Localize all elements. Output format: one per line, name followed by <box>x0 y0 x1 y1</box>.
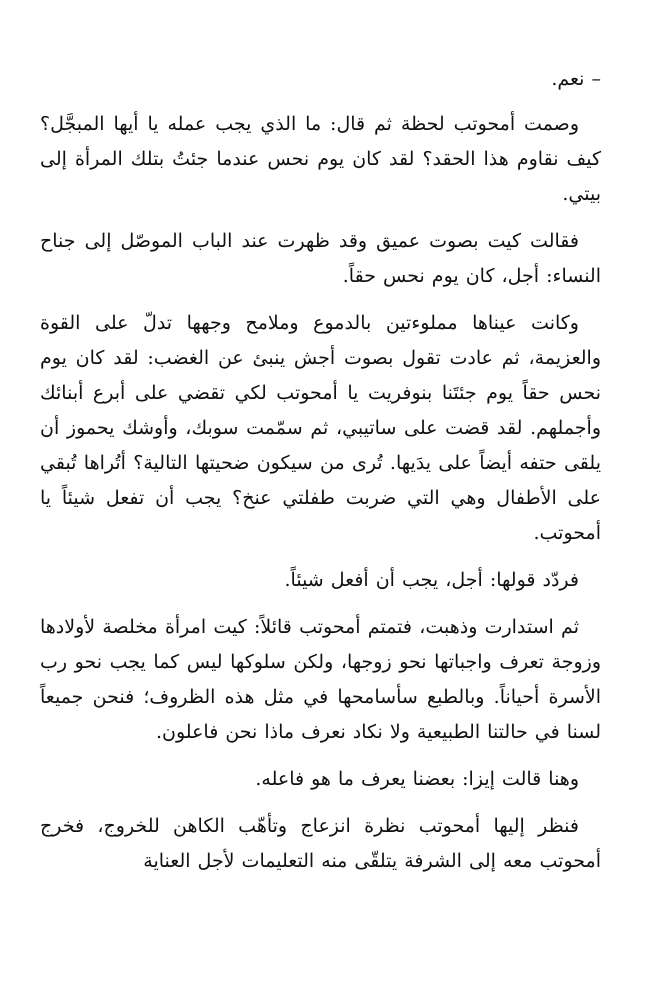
paragraph: وصمت أمحوتب لحظة ثم قال: ما الذي يجب عمله يا أيها المبجَّل؟ كيف نقاوم هذا الحقد؟ لقد كان يوم نحس عندما جئتُ بتلك المرأة إلى بيتي. <box>40 113 601 205</box>
paragraph: وكانت عيناها مملوءتين بالدموع وملامح وجهها تدلّ على القوة والعزيمة، ثم عادت تقول بصوت أجش ينبئ عن الغضب: لقد كان يوم نحس حقاً يوم جئتَنا بنوفريت يا أمحوتب لكي تقضي على أبرع أبنائك وأجملهم. لقد قضت على ساتيبي، ثم سمّمت سوبك، وأوشك يحموز أن يلقى حتفه أيضاً على يدَيها. تُرى من سيكون ضحيتها التالية؟ أتُراها تُبقي على الأطفال وهي التي ضربت طفلتي عنخ؟ يجب أن تفعل شيئاً يا أمحوتب. <box>40 312 601 544</box>
paragraph: فنظر إليها أمحوتب نظرة انزعاج وتأهّب الكاهن للخروج، فخرج أمحوتب معه إلى الشرفة يتلقّى منه التعليمات لأجل العناية <box>40 815 601 872</box>
paragraph: فردّد قولها: أجل، يجب أن أفعل شيئاً. <box>284 569 579 591</box>
paragraph: فقالت كيت بصوت عميق وقد ظهرت عند الباب الموصّل إلى جناح النساء: أجل، كان يوم نحس حقاً. <box>40 230 601 287</box>
dialogue-line: – نعم. <box>551 68 601 90</box>
paragraph: ثم استدارت وذهبت، فتمتم أمحوتب قائلاً: كيت امرأة مخلصة لأولادها وزوجة تعرف واجباتها نحو زوجها، ولكن سلوكها ليس كما يجب نحو رب الأسرة أحياناً. وبالطبع سأسامحها في مثل هذه الظروف؛ فنحن جميعاً لسنا في حالتنا الطبيعية ولا نكاد نعرف ماذا نحن فاعلون. <box>40 616 601 743</box>
paragraph: وهنا قالت إيزا: بعضنا يعرف ما هو فاعله. <box>255 768 579 790</box>
